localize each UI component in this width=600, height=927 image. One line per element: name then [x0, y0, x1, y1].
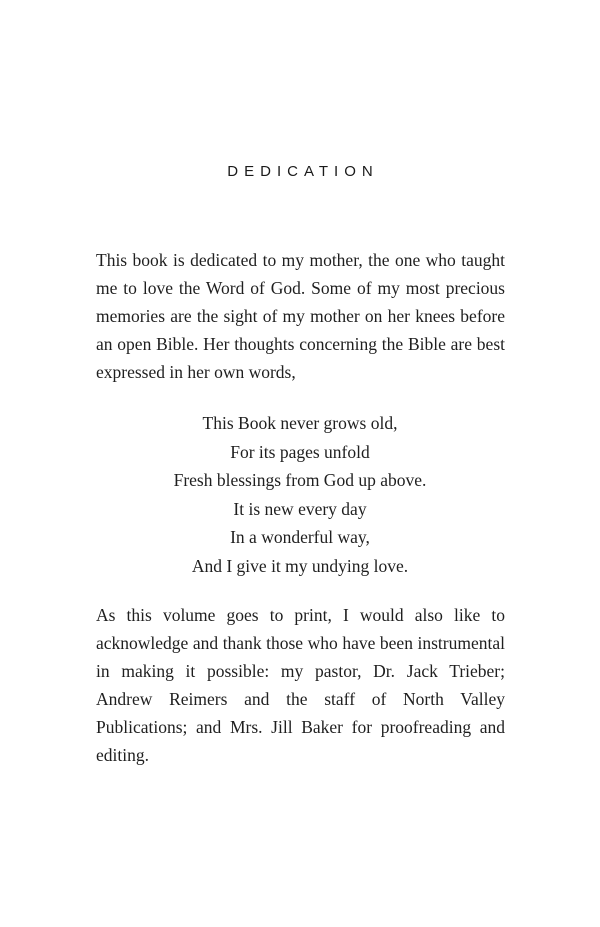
dedication-paragraph: This book is dedicated to my mother, the one who taught me to love the Word of God. Some of my most precious memories are the sight of my mother on her knees before an open Bible. Her thoughts concerning the Bible are best expressed in her own words, — [96, 250, 505, 382]
poem-line: And I give it my undying love. — [191, 555, 409, 576]
poem-line: It is new every day — [233, 498, 367, 519]
page-title: DEDICATION — [227, 163, 379, 180]
poem-line: This Book never grows old, — [202, 413, 398, 433]
poem — [0, 409, 600, 580]
poem-line: Fresh blessings from God up above. — [173, 470, 427, 490]
poem-line: For its pages unfold — [230, 441, 370, 462]
poem-line: In a wonderful way, — [230, 527, 370, 547]
acknowledgement-paragraph: As this volume goes to print, I would also like to acknowledge and thank those who have been instrumental in making it possible: my pastor, Dr. Jack Trieber; Andrew Reimers and the staff of North Valley Publications; and Mrs. Jill Baker for proofreading and editing. — [96, 605, 505, 765]
